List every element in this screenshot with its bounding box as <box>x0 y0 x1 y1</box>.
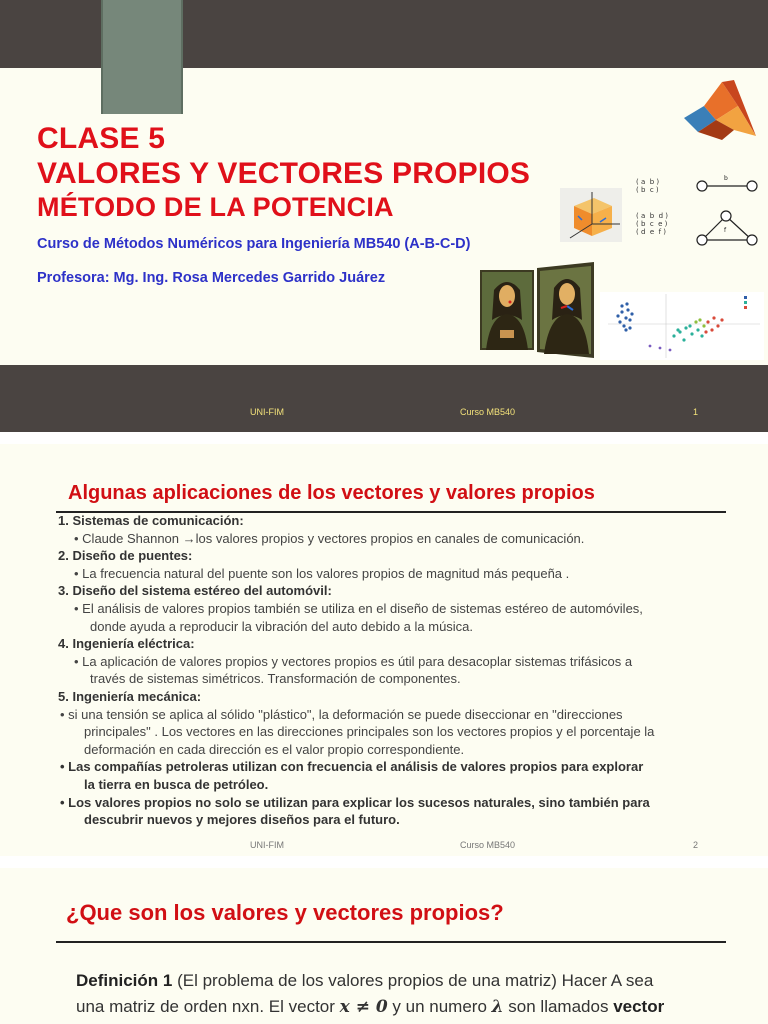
definition-label: Definición 1 <box>76 971 173 990</box>
section-title: 1. Sistemas de comunicación: <box>58 513 244 528</box>
professor-subtitle: Profesora: Mg. Ing. Rosa Mercedes Garrido Juárez <box>37 270 386 286</box>
list-item: • El análisis de valores propios también se utiliza en el diseño de sistemas estéreo de automóviles, <box>74 600 643 616</box>
slide-title-line3: MÉTODO DE LA POTENCIA <box>37 192 394 222</box>
section-title: 4. Ingeniería eléctrica: <box>58 636 195 652</box>
mona-lisa-image <box>480 270 534 350</box>
section-title: 5. Ingeniería mecánica: <box>58 688 202 704</box>
definition-text: son llamados <box>503 997 614 1016</box>
matrix-2x2: ( a b ) ( b c ) <box>636 178 660 194</box>
definition-text: una matriz de orden nxn. El vector <box>76 997 340 1016</box>
list-item: • La aplicación de valores propios y vectores propios es útil para desacoplar sistemas trifásicos a <box>74 653 633 669</box>
svg-text:b: b <box>724 175 728 182</box>
slide-heading: Algunas aplicaciones de los vectores y valores propios <box>68 482 595 504</box>
course-subtitle: Curso de Métodos Numéricos para Ingeniería MB540 (A-B-C-D) <box>37 236 471 252</box>
definition-bold-term: vector <box>613 997 665 1016</box>
footer-institution: UNI-FIM <box>250 840 284 850</box>
footer-page-number: 2 <box>693 840 699 850</box>
heading-rule <box>56 941 726 943</box>
list-item: • La frecuencia natural del puente son los valores propios de magnitud más pequeña . <box>74 565 570 581</box>
cube-tensor-icon <box>560 188 622 242</box>
definition-paragraph <box>76 968 766 1020</box>
svg-text:f: f <box>724 227 727 234</box>
list-item: • Claude Shannon →los valores propios y vectores propios en canales de comunicación. <box>74 530 585 546</box>
slide-2 <box>0 444 768 856</box>
footer-course: Curso MB540 <box>460 840 516 850</box>
slide-title-line1: CLASE 5 <box>37 122 166 155</box>
section-title: 2. Diseño de puentes: <box>58 548 193 564</box>
footer-page-number: 1 <box>693 407 699 417</box>
applications-list <box>58 512 768 829</box>
footer-course: Curso MB540 <box>460 407 516 417</box>
slide-1 <box>0 0 768 432</box>
graph-icon <box>690 170 762 250</box>
matrix-3x3: ( a b d ) ( b c e ) ( d e f ) <box>636 212 668 236</box>
definition-text: (El problema de los valores propios de una matriz) Hacer A sea <box>172 971 654 990</box>
list-item-continued: principales" . Los vectores en las direcciones principales son los vectores propios y el porcentaje la <box>84 724 655 740</box>
list-item: • Los valores propios no solo se utilizan para explicar los sucesos naturales, sino también para <box>60 794 650 810</box>
section-title: 3. Diseño del sistema estéreo del automóvil: <box>58 583 332 599</box>
mona-lisa-image-2 <box>537 262 594 358</box>
bottom-band <box>0 365 768 432</box>
decorative-tab <box>101 0 183 114</box>
list-item-continued: la tierra en busca de petróleo. <box>84 776 269 792</box>
list-item-continued: través de sistemas simétricos. Transformación de componentes. <box>90 671 461 687</box>
scatter-plot-image <box>600 292 764 360</box>
list-item: • si una tensión se aplica al sólido "plástico", la deformación se puede diseccionar en "direcciones <box>60 706 623 722</box>
list-item-continued: donde ayuda a reproducir la vibración del auto debido a la música. <box>90 618 474 634</box>
list-item-continued: descubrir nuevos y mejores diseños para el futuro. <box>84 812 400 828</box>
matlab-logo-icon <box>682 76 758 144</box>
footer-institution: UNI-FIM <box>250 407 284 417</box>
lambda-symbol: λ <box>491 997 504 1017</box>
list-item-continued: deformación en cada dirección es el valor propio correspondiente. <box>84 741 465 757</box>
definition-text: y un numero <box>387 997 492 1016</box>
slide-heading: ¿Que son los valores y vectores propios? <box>66 900 504 925</box>
slide-title-line2: VALORES Y VECTORES PROPIOS <box>37 157 531 190</box>
list-item: • Las compañías petroleras utilizan con frecuencia el análisis de valores propios para explorar <box>60 759 644 775</box>
slide-3 <box>0 868 768 1024</box>
math-expression: x ≠ 0 <box>339 997 388 1017</box>
